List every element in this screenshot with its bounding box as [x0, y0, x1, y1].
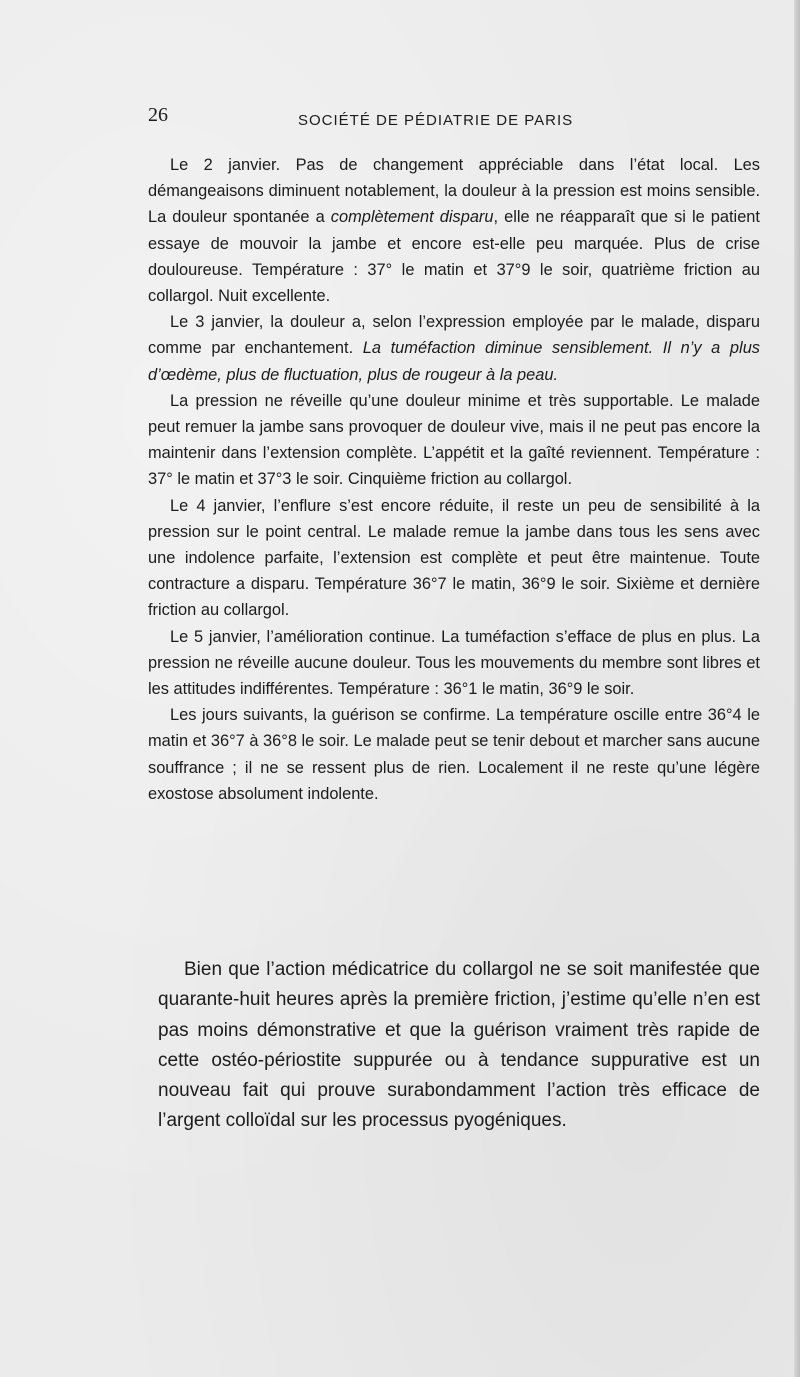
- paragraph-jan-4: [148, 493, 760, 624]
- paragraph-jan-5: [148, 624, 760, 703]
- running-title: SOCIÉTÉ DE PÉDIATRIE DE PARIS: [298, 112, 574, 129]
- paragraph-text: Le 3 janvier, la douleur a, selon l’expression employée par le malade, disparu comme par enchantement.: [148, 313, 760, 358]
- page-header: [148, 104, 760, 134]
- page-number: 26: [148, 104, 168, 126]
- paragraph-text: Le 4 janvier, l’enflure s’est encore réduite, il reste un peu de sensibilité à la pression sur le point central. Le malade remue la jambe dans tous les sens avec une indolence parfaite, l’extension est complète et peut être maintenue. Toute contracture a disparu. Température 36°7 le matin, 36°9 le soir. Sixième et dernière friction au collargol.: [148, 496, 760, 620]
- paragraph-italic: La tuméfaction diminue sensiblement. Il n’y a plus d’œdème, plus de fluctuation, plus de rougeur à la peau.: [148, 339, 761, 384]
- paragraph-text: Les jours suivants, la guérison se confirme. La température oscille entre 36°4 le matin et 36°7 à 36°8 le soir. Le malade peut se tenir debout et marcher sans aucune souffrance ; il ne se ressent plus de rien. Localement il ne reste qu’une légère exostose absolument indolente.: [148, 706, 760, 803]
- case-report-text: [148, 152, 760, 807]
- conclusion-paragraph: Bien que l’action médicatrice du collargol ne se soit manifestée que quarante-huit heures après la première friction, j’estime qu’elle n’en est pas moins démonstrative et que la guérison vraiment très rapide de cette ostéo-périostite suppurée ou à tendance suppurative est un nouveau fait qui prouve surabondamment l’action très efficace de l’argent colloïdal sur les processus pyogéniques.: [158, 959, 760, 1132]
- paragraph-pressure: [148, 388, 760, 493]
- page-edge-shadow: [794, 0, 800, 1377]
- paragraph-following-days: [148, 702, 760, 807]
- paragraph-text: Le 2 janvier. Pas de changement appréciable dans l’état local. Les démangeaisons diminuent notablement, la douleur à la pression est moins sensible. La douleur spontanée a: [148, 156, 760, 227]
- paragraph-jan-3: [148, 309, 760, 388]
- paragraph-italic: complètement disparu: [330, 208, 494, 227]
- paragraph-text: Le 5 janvier, l’amélioration continue. La tuméfaction s’efface de plus en plus. La pression ne réveille aucune douleur. Tous les mouvements du membre sont libres et les attitudes indifférentes. Température : 36°1 le matin, 36°9 le soir.: [148, 627, 760, 699]
- paragraph-text: La pression ne réveille qu’une douleur minime et très supportable. Le malade peut remuer la jambe sans provoquer de douleur vive, mais il ne peut pas encore la maintenir dans l’extension complète. L’appétit et la gaîté reviennent. Température : 37° le matin et 37°3 le soir. Cinquième friction au collargol.: [148, 391, 760, 489]
- paragraph-jan-2: [148, 152, 760, 309]
- paragraph-text: , elle ne réapparaît que si le patient essaye de mouvoir la jambe et encore est-elle peu marquée. Plus de crise douloureuse. Température : 37° le matin et 37°9 le soir, quatrième friction au collargol. Nuit excellente.: [148, 208, 760, 306]
- conclusion-block: [158, 955, 760, 1137]
